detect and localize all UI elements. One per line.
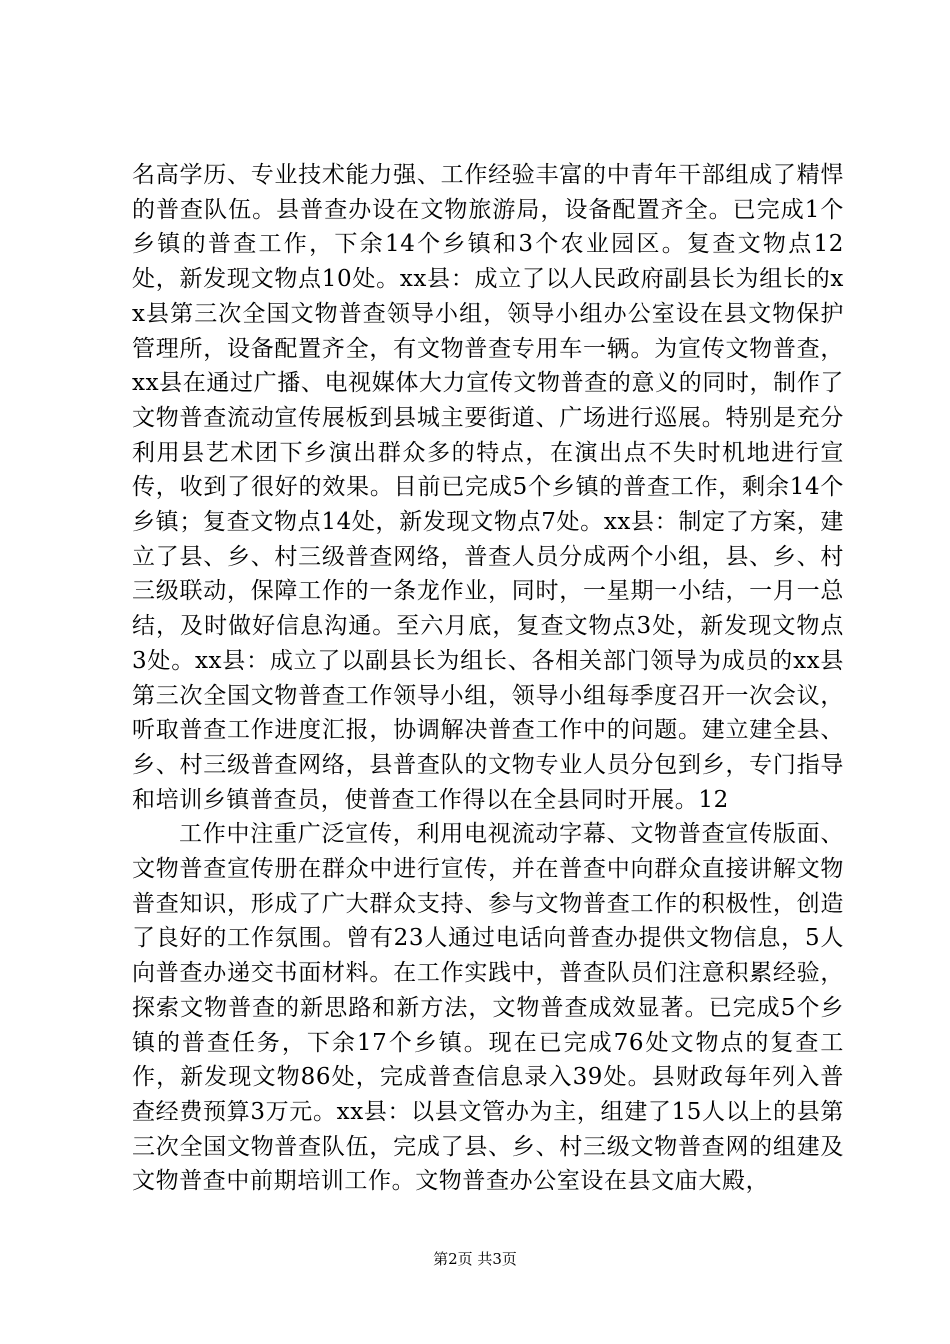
page-number: 第2页 共3页 [433,1250,517,1268]
document-body [132,158,844,1199]
paragraph-2: 工作中注重广泛宣传，利用电视流动字幕、文物普查宣传版面、文物普查宣传册在群众中进行宣传，并在普查中向群众直接讲解文物普查知识，形成了广大群众支持、参与文物普查工作的积极性，创造了良好的工作氛围。曾有23人通过电话向普查办提供文物信息，5人向普查办递交书面材料。在工作实践中，普查队员们注意积累经验，探索文物普查的新思路和新方法，文物普查成效显著。已完成5个乡镇的普查任务，下余17个乡镇。现在已完成76处文物点的复查工作，新发现文物86处，完成普查信息录入39处。县财政每年列入普查经费预算3万元。xx县：以县文管办为主，组建了15人以上的县第三次全国文物普查队伍，完成了县、乡、村三级文物普查网的组建及文物普查中前期培训工作。文物普查办公室设在县文庙大殿， [132,821,844,1195]
paragraph-1: 名高学历、专业技术能力强、工作经验丰富的中青年干部组成了精悍的普查队伍。县普查办设在文物旅游局，设备配置齐全。已完成1个乡镇的普查工作，下余14个乡镇和3个农业园区。复查文物点12处，新发现文物点10处。xx县：成立了以人民政府副县长为组长的xx县第三次全国文物普查领导小组，领导小组办公室设在县文物保护管理所，设备配置齐全，有文物普查专用车一辆。为宣传文物普查，xx县在通过广播、电视媒体大力宣传文物普查的意义的同时，制作了文物普查流动宣传展板到县城主要街道、广场进行巡展。特别是充分利用县艺术团下乡演出群众多的特点，在演出点不失时机地进行宣传，收到了很好的效果。目前已完成5个乡镇的普查工作，剩余14个乡镇；复查文物点14处，新发现文物点7处。xx县：制定了方案，建立了县、乡、村三级普查网络，普查人员分成两个小组，县、乡、村三级联动，保障工作的一条龙作业，同时，一星期一小结，一月一总结，及时做好信息沟通。至六月底，复查文物点3处，新发现文物点3处。xx县：成立了以副县长为组长、各相关部门领导为成员的xx县第三次全国文物普查工作领导小组，领导小组每季度召开一次会议，听取普查工作进度汇报，协调解决普查工作中的问题。建立建全县、乡、村三级普查网络，县普查队的文物专业人员分包到乡，专门指导和培训乡镇普查员，使普查工作得以在全县同时开展。12 [132,162,844,813]
page-footer [0,1249,950,1269]
